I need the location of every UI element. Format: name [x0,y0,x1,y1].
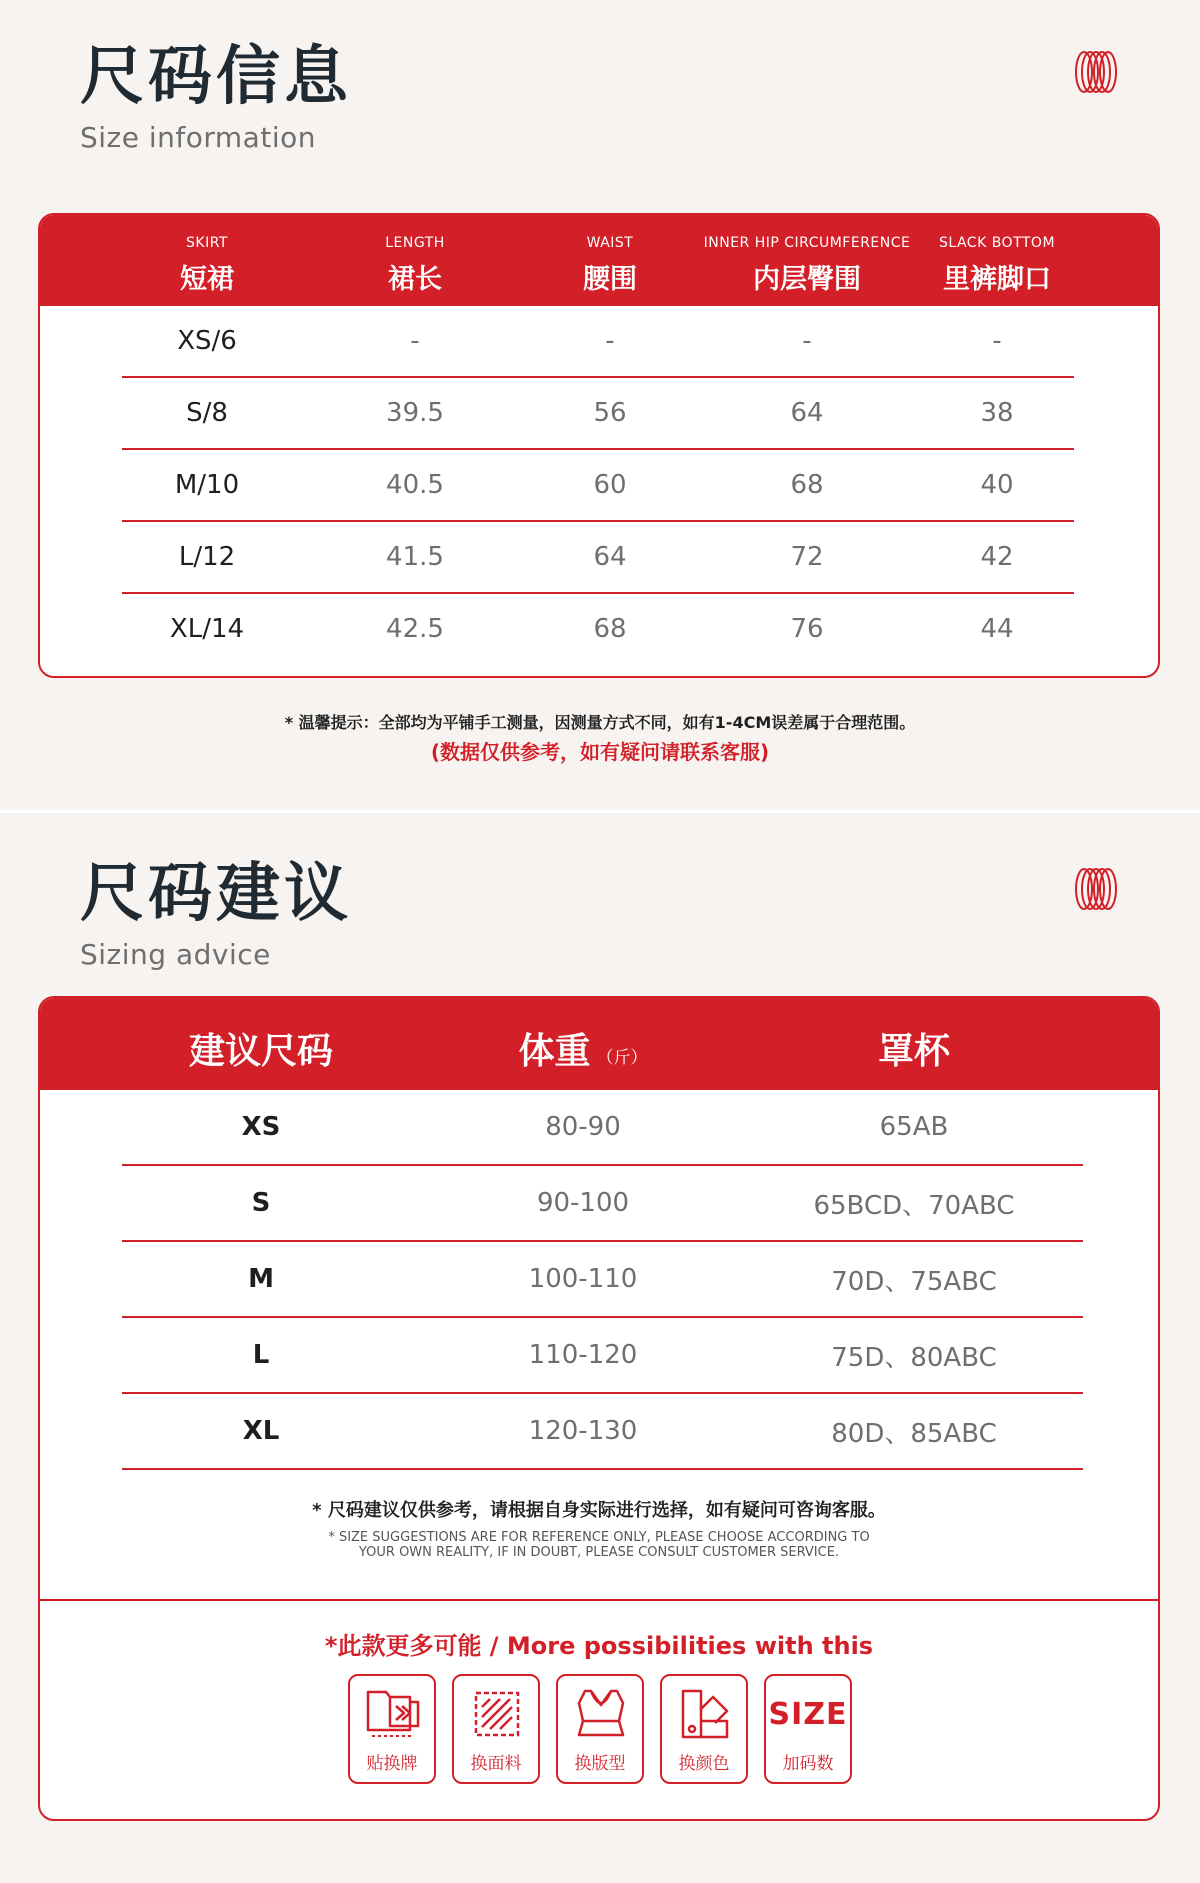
weight-unit: （斤） [596,1048,648,1068]
sizing-note-english: * SIZE SUGGESTIONS ARE FOR REFERENCE ONLY, PLEASE CHOOSE ACCORDING TO YOUR OWN REALITY, IF IN DOUBT, PLEASE CONSULT CUSTOMER SERVICE. [328,1530,870,1560]
section-divider [0,810,1200,813]
garment-icon [571,1685,631,1743]
size-text-icon: SIZE [768,1696,848,1732]
size-info-heading [80,40,352,154]
header-cup: 罩杯 [877,1031,951,1072]
option-size: SIZE 加码数 [764,1674,852,1784]
option-color: 换颜色 [660,1674,748,1784]
options-row [348,1674,858,1786]
card-divider [40,1599,1158,1601]
fabric-icon [468,1685,526,1743]
option-tag-swap: 贴换牌 [348,1674,436,1784]
header-inner-hip: INNER HIP CIRCUMFERENCE 内层臀围 [703,235,911,295]
size-info-table: SKIRT 短裙 LENGTH 裙长 WAIST 腰围 INNER HIP CIRCUMFERENCE 内层臀围 SLACK BOTTOM 里裤脚口 XS/6 - - - - S/8 39.5 56 64 38 M/10 40.5 60 68 40 L/12 41.5 64 72 42 XL/14 42.5 68 76 44 [38,213,1160,678]
tag-swap-icon [362,1686,424,1742]
measurement-note: * 温馨提示：全部均为平铺手工测量，因测量方式不同，如有1-4CM误差属于合理范围。 [284,713,916,732]
row-divider [122,1468,1083,1470]
header-skirt: SKIRT 短裙 [180,235,234,295]
sizing-advice-table: 建议尺码 体重 （斤） 罩杯 XS 80-90 65AB S 90-100 65BCD、70ABC M 100-110 70D、75ABC L 110-120 75D、80ABC XL 120-130 80D、85ABC * 尺码建议仅供参考，请根据自身实际进行选择，如有疑问可咨询客服。 * SIZE SUGGESTIONS ARE FOR REFERENCE ONLY, PLEASE CHOOSE ACCORDING TO YOUR OWN REALITY, IF IN DOUBT, PLEASE CONSULT CUSTOMER SERVICE. *此款更多可能 / More possibilities with this 贴换牌 换面料 换版型 换颜色 SIZE 加码数 [38,996,1160,1821]
size-info-table-header [40,215,1158,306]
more-possibilities-title: *此款更多可能 / More possibilities with this [324,1632,874,1660]
header-slack-bottom: SLACK BOTTOM 里裤脚口 [938,235,1056,295]
rings-logo-icon [1072,48,1120,96]
sizing-advice-table-header [40,998,1158,1090]
rings-logo-icon [1072,865,1120,913]
header-suggested-size: 建议尺码 [188,1031,334,1072]
option-fabric: 换面料 [452,1674,540,1784]
header-waist: WAIST 腰围 [583,235,637,295]
sizing-advice-subtitle: Sizing advice [80,938,271,971]
header-weight: 体重 （斤） [518,1031,648,1072]
sizing-note: * 尺码建议仅供参考，请根据自身实际进行选择，如有疑问可咨询客服。 [312,1500,886,1521]
header-length: LENGTH 裙长 [385,235,445,295]
sizing-advice-title: 尺码建议 [80,857,352,931]
size-info-subtitle: Size information [80,121,316,154]
sizing-advice-heading [80,857,352,971]
reference-note: (数据仅供参考，如有疑问请联系客服) [430,740,770,764]
color-swatch-icon [677,1685,733,1743]
size-info-title: 尺码信息 [80,40,352,114]
option-garment-fit: 换版型 [556,1674,644,1784]
